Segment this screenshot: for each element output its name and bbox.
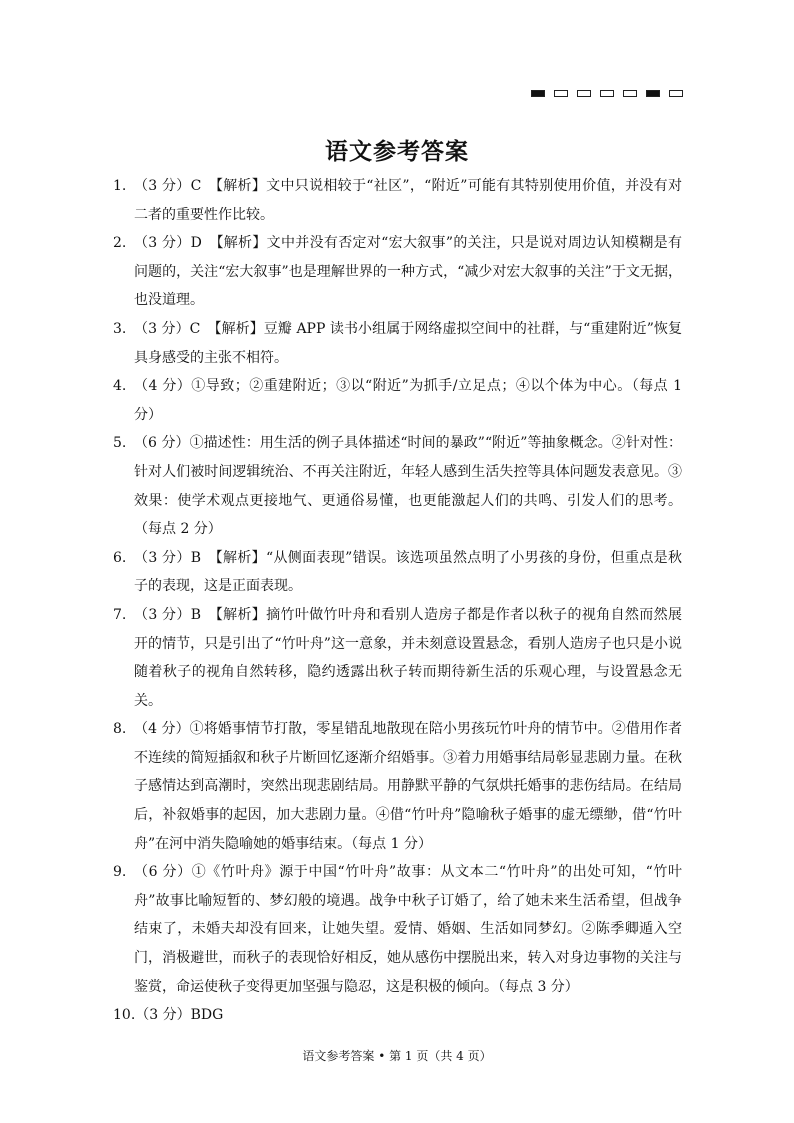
header-marks: [531, 90, 683, 97]
answer-item-6: [113, 544, 682, 601]
answer-item-2: [113, 229, 682, 315]
answer-number: 5.: [113, 435, 127, 452]
answer-number: 7.: [113, 606, 127, 623]
answer-item-10: [113, 1001, 682, 1030]
answer-number: 4.: [113, 378, 127, 395]
header-mark-2: [554, 90, 568, 97]
answer-number: 6.: [113, 549, 127, 566]
answer-text: （6 分）①描述性：用生活的例子具体描述“时间的暴政”“附近”等抽象概念。②针对性：针对人们被时间逻辑统治、不再关注附近，年轻人感到生活失控等具体问题发表意见。③效果：使学术观点更接地气、更通俗易懂，也更能激起人们的共鸣、引发人们的思考。（每点 2 分）: [134, 435, 682, 538]
answer-item-7: [113, 601, 682, 715]
page-footer: 语文参考答案 • 第 1 页（共 4 页）: [302, 1049, 492, 1063]
answer-number: 3.: [113, 320, 127, 337]
answer-text: （4 分）①导致；②重建附近；③以“附近”为抓手/立足点；④以个体为中心。（每点 1 分）: [134, 378, 682, 423]
answer-number: 8.: [113, 721, 127, 738]
page-title: 语文参考答案: [325, 138, 469, 166]
header-mark-7: [669, 90, 683, 97]
answer-text: （3 分）BDG: [135, 1007, 224, 1024]
answer-item-9: [113, 858, 682, 1001]
answer-list: [113, 172, 682, 1030]
answer-text: （6 分）①《竹叶舟》源于中国“竹叶舟”故事：从文本二“竹叶舟”的出处可知，“竹叶舟”故事比喻短暂的、梦幻般的境遇。战争中秋子订婚了，给了她未来生活希望，但战争结束了，未婚夫却没有回来，让她失望。爱情、婚姻、生活如同梦幻。②陈季卿遁入空门，消极避世，而秋子的表现恰好相反，她从感伤中摆脱出来，转入对身边事物的关注与鉴赏，命运使秋子变得更加坚强与隐忍，这是积极的倾向。（每点 3 分）: [134, 864, 682, 995]
header-mark-4: [600, 90, 614, 97]
answer-text: （4 分）①将婚事情节打散，零星错乱地散现在陪小男孩玩竹叶舟的情节中。②借用作者不连续的简短插叙和秋子片断回忆逐渐介绍婚事。③着力用婚事结局彰显悲剧力量。在秋子感情达到高潮时，突然出现悲剧结局。用静默平静的气氛烘托婚事的悲伤结局。在结局后，补叙婚事的起因，加大悲剧力量。④借“竹叶舟”隐喻秋子婚事的虚无缥缈，借“竹叶舟”在河中消失隐喻她的婚事结束。（每点 1 分）: [134, 721, 682, 852]
answer-text: （3 分）C 【解析】文中只说相较于“社区”，“附近”可能有其特别使用价值，并没有对二者的重要性作比较。: [134, 178, 682, 223]
answer-text: （3 分）B 【解析】“从侧面表现”错误。该选项虽然点明了小男孩的身份，但重点是秋子的表现，这是正面表现。: [134, 549, 682, 595]
answer-number: 10.: [113, 1007, 136, 1024]
header-mark-3: [577, 90, 591, 97]
answer-text: （3 分）C 【解析】豆瓣 APP 读书小组属于网络虚拟空间中的社群，与“重建附近”恢复具身感受的主张不相符。: [134, 320, 682, 366]
answer-text: （3 分）D 【解析】文中并没有否定对“宏大叙事”的关注，只是说对周边认知模糊是有问题的，关注“宏大叙事”也是理解世界的一种方式，“减少对宏大叙事的关注”于文无据，也没道理。: [134, 235, 682, 309]
answer-item-5: [113, 429, 682, 543]
header-mark-5: [623, 90, 637, 97]
answer-item-3: [113, 315, 682, 372]
answer-item-1: [113, 172, 682, 229]
header-mark-1: [531, 90, 545, 97]
answer-item-4: [113, 372, 682, 429]
answer-text: （3 分）B 【解析】摘竹叶做竹叶舟和看别人造房子都是作者以秋子的视角自然而然展开的情节，只是引出了“竹叶舟”这一意象，并未刻意设置悬念，看别人造房子也只是小说随着秋子的视角自然转移，隐约透露出秋子转而期待新生活的乐观心理，与设置悬念无关。: [134, 606, 682, 709]
answer-number: 9.: [113, 864, 127, 881]
answer-number: 1.: [113, 178, 127, 194]
answer-number: 2.: [113, 235, 127, 252]
answer-item-8: [113, 715, 682, 858]
header-mark-6: [646, 90, 660, 97]
